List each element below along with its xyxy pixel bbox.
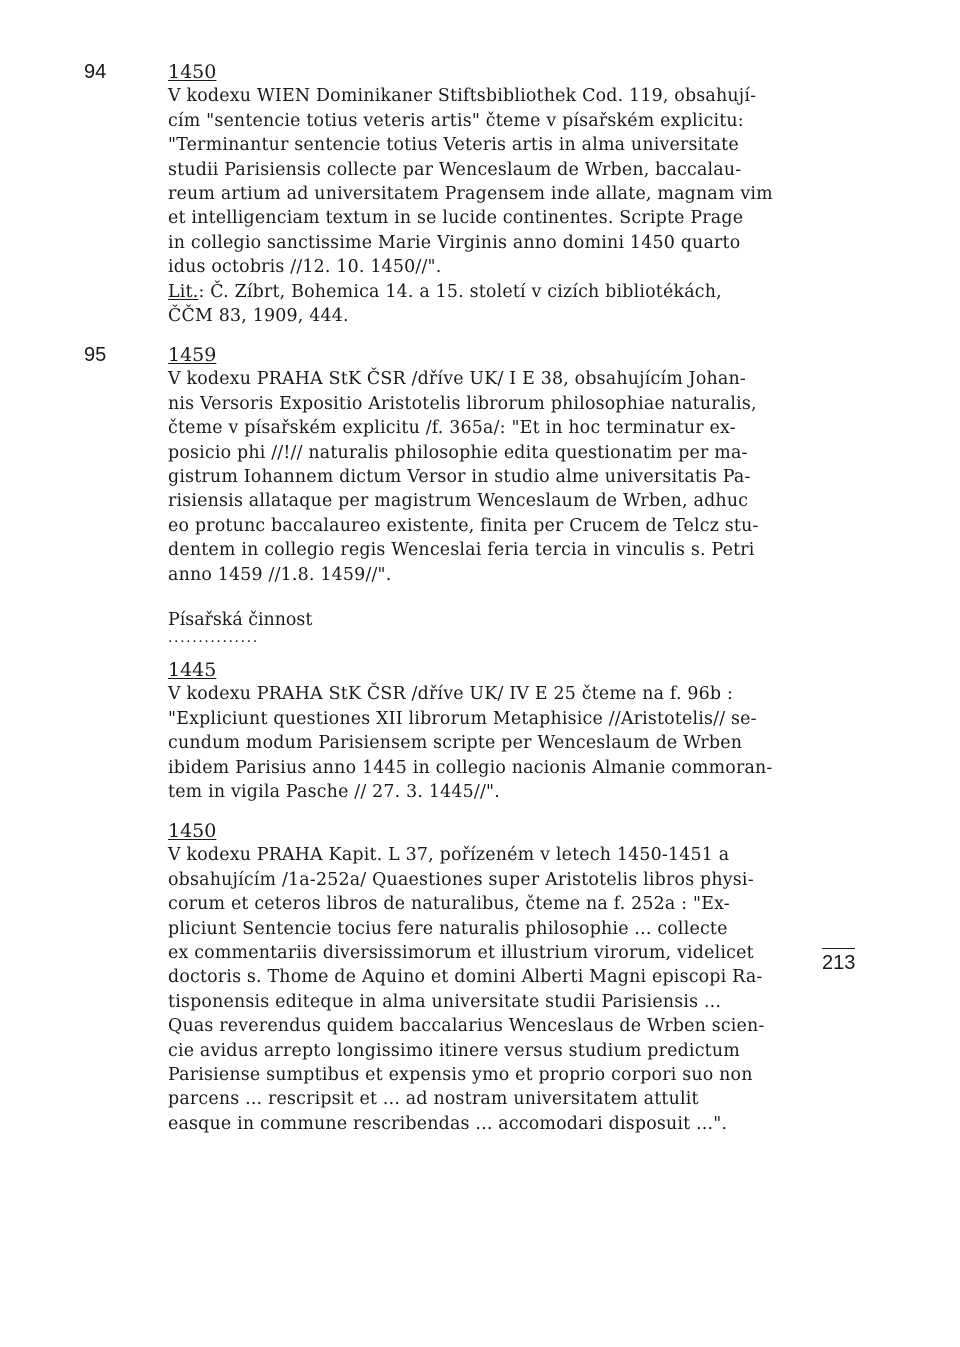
text-line: risiensis allataque per magistrum Wenceslaum de Wrben, adhuc [168,491,749,512]
text-line: V kodexu WIEN Dominikaner Stiftsbibliothek Cod. 119, obsahují- [168,86,757,107]
catalog-entry [168,60,868,328]
text-line: cundum modum Parisiensem scripte per Wenceslaum de Wrben [168,733,743,754]
text-line: eo protunc baccalaureo existente, finita per Crucem de Telcz stu- [168,515,759,536]
literature-line [168,280,868,304]
catalog-entry [168,819,868,1136]
text-line: čteme v písařském explicitu /f. 365a/: "Et in hoc terminatur ex- [168,418,736,439]
entry-year: 1445 [168,659,217,681]
text-line: in collegio sanctissime Marie Virginis anno domini 1450 quarto [168,232,741,253]
text-line: reum artium ad universitatem Pragensem inde allate, magnam vim [168,184,773,205]
text-line: V kodexu PRAHA StK ČSR /dříve UK/ IV E 25 čteme na f. 96b : [168,684,734,705]
text-line: "Terminantur sentencie totius Veteris artis in alma universitate [168,135,739,156]
text-line: anno 1459 //1.8. 1459//". [168,564,392,585]
text-line: corum et ceteros libros de naturalibus, čteme na f. 252a : "Ex- [168,894,730,915]
text-line: posicio phi //!// naturalis philosophie edita questionatim per ma- [168,442,748,463]
entry-year: 1450 [168,820,217,842]
text-line: tisponensis editeque in alma universitate studii Parisiensis ... [168,991,722,1012]
text-line: Quas reverendus quidem baccalarius Wenceslaus de Wrben scien- [168,1016,765,1037]
entry-number: 94 [84,61,107,83]
section-heading: Písařská činnost [168,610,313,630]
text-line: easque in commune rescribendas ... accomodari disposuit ...". [168,1113,728,1134]
text-line: idus octobris //12. 10. 1450//". [168,257,442,278]
text-line: nis Versoris Expositio Aristotelis librorum philosophiae naturalis, [168,393,757,414]
text-line: tem in vigila Pasche // 27. 3. 1445//". [168,782,500,803]
text-line: cie avidus arrepto longissimo itinere versus studium predictum [168,1040,740,1061]
text-line: studii Parisiensis collecte par Wenceslaum de Wrben, baccalau- [168,159,742,180]
text-line: gistrum Iohannem dictum Versor in studio alme universitatis Pa- [168,467,751,488]
catalog-entry [168,343,868,587]
text-line: doctoris s. Thome de Aquino et domini Alberti Magni episcopi Ra- [168,967,763,988]
text-line: "Expliciunt questiones XII librorum Metaphisice //Aristotelis// se- [168,708,757,729]
entry-year: 1459 [168,344,217,366]
text-line: cím "sentencie totius veteris artis" čteme v písařském explicitu: [168,110,744,131]
text-line: pliciunt Sentencie tocius fere naturalis philosophie ... collecte [168,918,728,939]
text-line: V kodexu PRAHA StK ČSR /dříve UK/ I E 38, obsahujícím Johan- [168,369,746,390]
literature-label: Lit. [168,281,199,302]
text-line: ibidem Parisius anno 1445 in collegio nacionis Almanie commoran- [168,757,773,778]
text-line: et intelligenciam textum in se lucide continentes. Scripte Prage [168,208,744,229]
dotted-rule: ............... [168,630,259,646]
text-line: parcens ... rescripsit et ... ad nostram universitatem attulit [168,1089,699,1110]
page-number: 213 [822,948,855,976]
text-line: V kodexu PRAHA Kapit. L 37, pořízeném v letech 1450-1451 a [168,845,730,866]
text-line: Parisiense sumptibus et expensis ymo et proprio corpori suo non [168,1065,753,1086]
catalog-entry [168,658,868,804]
entry-year: 1450 [168,61,217,83]
text-line: dentem in collegio regis Wenceslai feria tercia in vinculis s. Petri [168,540,755,561]
text-line: ex commentariis diversissimorum et illustrium virorum, videlicet [168,943,754,964]
literature-text: : Č. Zíbrt, Bohemica 14. a 15. století v cizích bibliotékách, [198,281,722,302]
literature-line: ČČM 83, 1909, 444. [168,306,349,327]
text-line: obsahujícím /1a-252a/ Quaestiones super Aristotelis libros physi- [168,869,754,890]
entry-number: 95 [84,344,107,366]
